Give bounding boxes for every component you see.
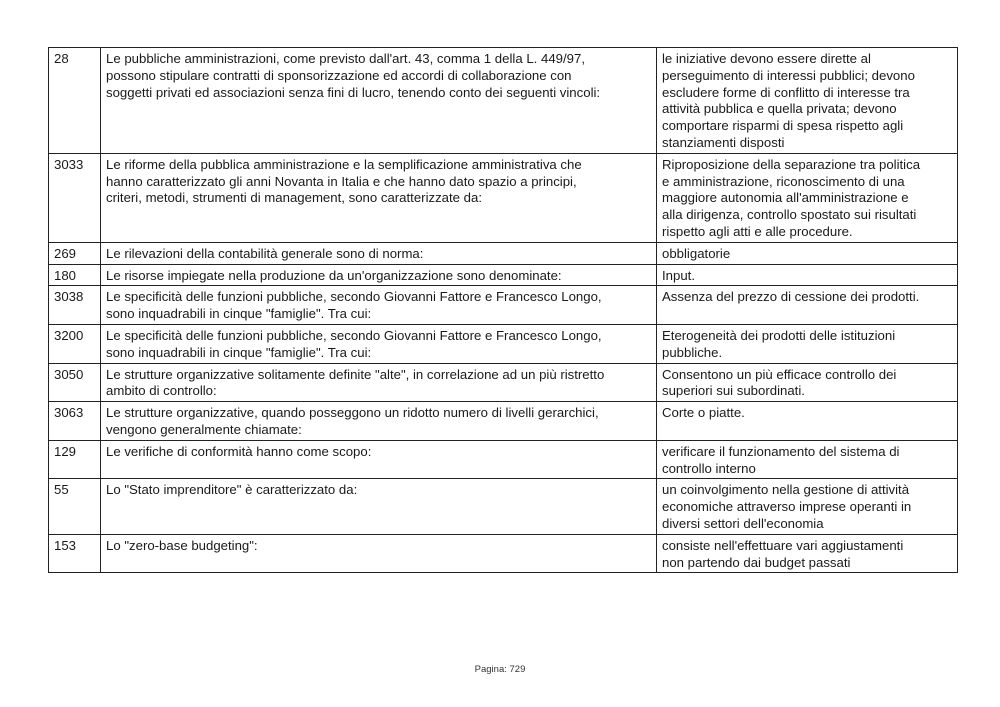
questions-table-body: [49, 48, 958, 573]
table-row: [49, 286, 958, 325]
question-text: Le rilevazioni della contabilità generale sono di norma:: [101, 242, 657, 264]
question-text: Le pubbliche amministrazioni, come previsto dall'art. 43, comma 1 della L. 449/97, possono stipulare contratti di sponsorizzazione ed accordi di collaborazione con soggetti privati ed associazioni senza fini di lucro, tenendo conto dei seguenti vincoli:: [101, 48, 657, 154]
answer-text: Consentono un più efficace controllo dei superiori sui subordinati.: [657, 363, 958, 402]
answer-text: Corte o piatte.: [657, 402, 958, 441]
question-id: 180: [49, 264, 101, 286]
answer-text: Eterogeneità dei prodotti delle istituzioni pubbliche.: [657, 324, 958, 363]
question-text: Lo "Stato imprenditore" è caratterizzato da:: [101, 479, 657, 534]
question-id: 129: [49, 440, 101, 479]
question-id: 55: [49, 479, 101, 534]
answer-text: Riproposizione della separazione tra politica e amministrazione, riconoscimento di una maggiore autonomia all'amministrazione e alla dirigenza, controllo spostato sui risultati rispetto agli atti e alle procedure.: [657, 153, 958, 242]
question-id: 153: [49, 534, 101, 573]
question-text: Le specificità delle funzioni pubbliche, secondo Giovanni Fattore e Francesco Longo, sono inquadrabili in cinque "famiglie". Tra cui:: [101, 286, 657, 325]
question-id: 3033: [49, 153, 101, 242]
questions-table: [48, 47, 958, 573]
table-row: [49, 264, 958, 286]
question-text: Le verifiche di conformità hanno come scopo:: [101, 440, 657, 479]
table-row: [49, 479, 958, 534]
question-text: Lo "zero-base budgeting":: [101, 534, 657, 573]
answer-text: Input.: [657, 264, 958, 286]
answer-text: consiste nell'effettuare vari aggiustamenti non partendo dai budget passati: [657, 534, 958, 573]
table-row: [49, 48, 958, 154]
question-text: Le strutture organizzative solitamente definite "alte", in correlazione ad un più ristretto ambito di controllo:: [101, 363, 657, 402]
page-number: Pagina: 729: [474, 664, 526, 675]
table-row: [49, 324, 958, 363]
table-row: [49, 242, 958, 264]
question-text: Le strutture organizzative, quando posseggono un ridotto numero di livelli gerarchici, vengono generalmente chiamate:: [101, 402, 657, 441]
answer-text: verificare il funzionamento del sistema di controllo interno: [657, 440, 958, 479]
table-row: [49, 153, 958, 242]
question-text: Le risorse impiegate nella produzione da un'organizzazione sono denominate:: [101, 264, 657, 286]
question-id: 3063: [49, 402, 101, 441]
question-text: Le specificità delle funzioni pubbliche, secondo Giovanni Fattore e Francesco Longo, sono inquadrabili in cinque "famiglie". Tra cui:: [101, 324, 657, 363]
table-row: [49, 363, 958, 402]
answer-text: obbligatorie: [657, 242, 958, 264]
answer-text: Assenza del prezzo di cessione dei prodotti.: [657, 286, 958, 325]
question-id: 3200: [49, 324, 101, 363]
table-row: [49, 534, 958, 573]
table-row: [49, 440, 958, 479]
question-id: 269: [49, 242, 101, 264]
table-row: [49, 402, 958, 441]
question-id: 3050: [49, 363, 101, 402]
question-id: 28: [49, 48, 101, 154]
answer-text: le iniziative devono essere dirette al perseguimento di interessi pubblici; devono escludere forme di conflitto di interesse tra attività pubblica e quella privata; devono comportare risparmi di spesa rispetto agli stanziamenti disposti: [657, 48, 958, 154]
answer-text: un coinvolgimento nella gestione di attività economiche attraverso imprese operanti in diversi settori dell'economia: [657, 479, 958, 534]
question-text: Le riforme della pubblica amministrazione e la semplificazione amministrativa che hanno caratterizzato gli anni Novanta in Italia e che hanno dato spazio a principi, criteri, metodi, strumenti di management, sono caratterizzate da:: [101, 153, 657, 242]
question-id: 3038: [49, 286, 101, 325]
